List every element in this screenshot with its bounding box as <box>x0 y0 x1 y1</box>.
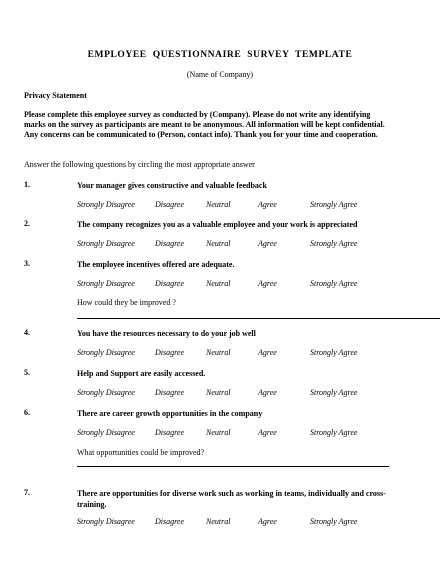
instructions: Answer the following questions by circling the most appropriate answer <box>24 160 255 169</box>
option-strongly-agree[interactable]: Strongly Agree <box>310 279 358 288</box>
question-text: The employee incentives offered are adequate. <box>77 260 235 269</box>
option-agree[interactable]: Agree <box>258 428 277 437</box>
option-strongly-disagree[interactable]: Strongly Disagree <box>77 279 135 288</box>
question-text: There are opportunities for diverse work such as working in teams, individually and cross-training. <box>77 489 386 509</box>
company-name-placeholder: (Name of Company) <box>186 70 254 79</box>
option-strongly-agree[interactable]: Strongly Agree <box>310 200 358 209</box>
option-disagree[interactable]: Disagree <box>155 428 185 437</box>
option-agree[interactable]: Agree <box>258 517 277 526</box>
question-text: Help and Support are easily accessed. <box>77 369 206 378</box>
option-neutral[interactable]: Neutral <box>206 428 231 437</box>
option-agree[interactable]: Agree <box>258 388 277 397</box>
option-agree[interactable]: Agree <box>258 279 277 288</box>
followup-prompt: What opportunities could be improved? <box>77 448 205 457</box>
question-number: 7. <box>24 488 30 497</box>
option-neutral[interactable]: Neutral <box>206 517 231 526</box>
question-number: 6. <box>24 408 30 417</box>
question-text: You have the resources necessary to do your job well <box>77 329 256 338</box>
option-strongly-disagree[interactable]: Strongly Disagree <box>77 239 135 248</box>
option-disagree[interactable]: Disagree <box>155 517 185 526</box>
privacy-heading: Privacy Statement <box>24 91 87 100</box>
option-strongly-disagree[interactable]: Strongly Disagree <box>77 348 135 357</box>
question-text: There are career growth opportunities in the company <box>77 409 263 418</box>
option-strongly-agree[interactable]: Strongly Agree <box>310 348 358 357</box>
question-text: Your manager gives constructive and valuable feedback <box>77 181 267 190</box>
option-agree[interactable]: Agree <box>258 200 277 209</box>
privacy-text: Please complete this employee survey as conducted by (Company). Please do not write any identifying marks on the survey as participants are meant to be anonymous. All information will be kept confidential. Any concerns can be communicated to (Person, contact info). Thank you for your time and cooperation. <box>24 110 385 139</box>
option-strongly-disagree[interactable]: Strongly Disagree <box>77 200 135 209</box>
option-disagree[interactable]: Disagree <box>155 279 185 288</box>
question-number: 2. <box>24 219 30 228</box>
option-neutral[interactable]: Neutral <box>206 200 231 209</box>
option-neutral[interactable]: Neutral <box>206 279 231 288</box>
option-disagree[interactable]: Disagree <box>155 239 185 248</box>
option-neutral[interactable]: Neutral <box>206 239 231 248</box>
option-strongly-disagree[interactable]: Strongly Disagree <box>77 388 135 397</box>
question-number: 3. <box>24 259 30 268</box>
question-number: 4. <box>24 328 30 337</box>
option-strongly-disagree[interactable]: Strongly Disagree <box>77 517 135 526</box>
option-strongly-agree[interactable]: Strongly Agree <box>310 239 358 248</box>
option-strongly-disagree[interactable]: Strongly Disagree <box>77 428 135 437</box>
option-neutral[interactable]: Neutral <box>206 348 231 357</box>
option-strongly-agree[interactable]: Strongly Agree <box>310 388 358 397</box>
question-text: The company recognizes you as a valuable employee and your work is appreciated <box>77 220 358 229</box>
option-neutral[interactable]: Neutral <box>206 388 231 397</box>
option-agree[interactable]: Agree <box>258 348 277 357</box>
question-number: 1. <box>24 180 30 189</box>
option-disagree[interactable]: Disagree <box>155 200 185 209</box>
followup-prompt: How could they be improved ? <box>77 298 176 307</box>
option-strongly-agree[interactable]: Strongly Agree <box>310 517 358 526</box>
option-agree[interactable]: Agree <box>258 239 277 248</box>
question-number: 5. <box>24 368 30 377</box>
option-disagree[interactable]: Disagree <box>155 348 185 357</box>
page-title: EMPLOYEE QUESTIONNAIRE SURVEY TEMPLATE <box>87 50 353 60</box>
option-disagree[interactable]: Disagree <box>155 388 185 397</box>
answer-line[interactable] <box>77 466 389 467</box>
answer-line[interactable] <box>77 318 440 319</box>
option-strongly-agree[interactable]: Strongly Agree <box>310 428 358 437</box>
